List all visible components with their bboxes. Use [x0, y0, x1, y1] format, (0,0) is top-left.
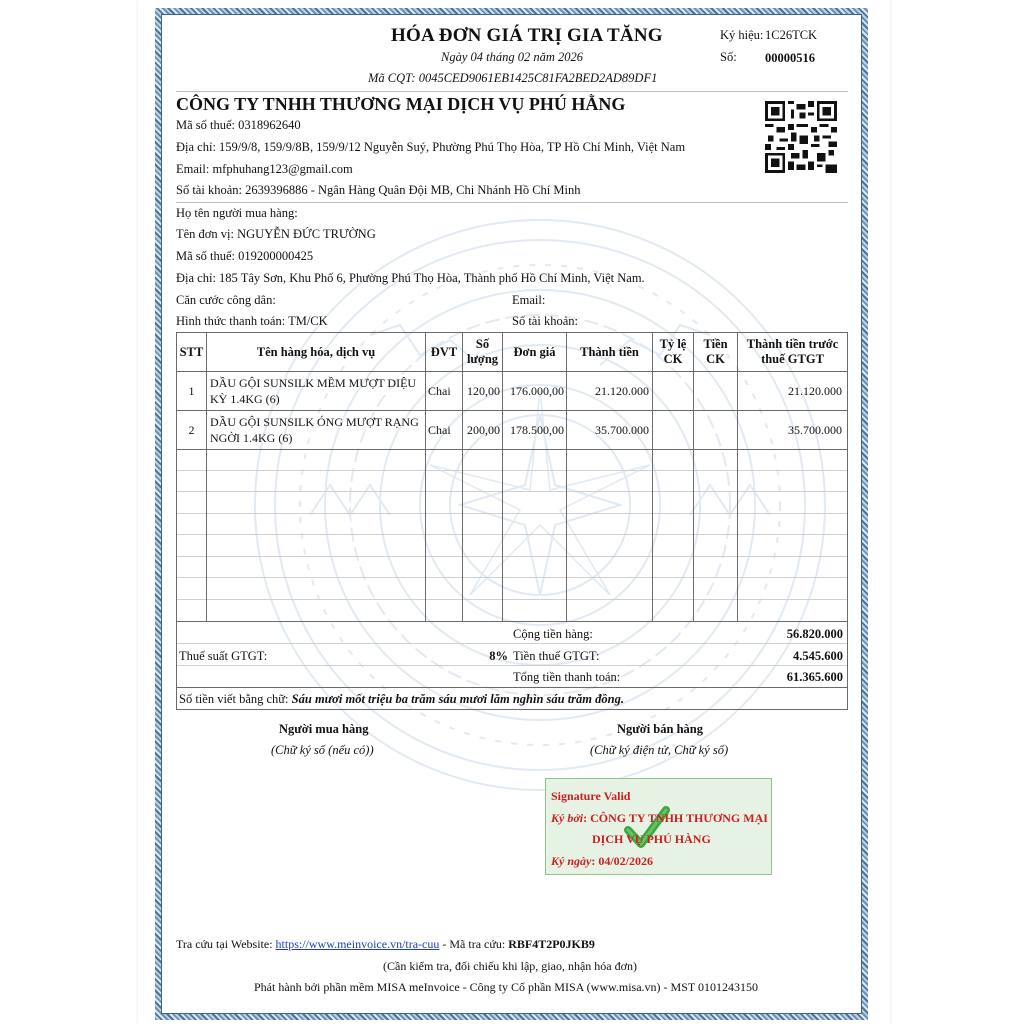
lookup-code-label: - Mã tra cứu:	[439, 937, 509, 951]
header-item-name: Tên hàng hóa, dịch vụ	[256, 344, 376, 359]
buyer-id-card: Căn cước công dân:	[176, 293, 276, 307]
table-row-line	[177, 556, 847, 557]
col-sep	[737, 332, 738, 621]
invoice-title: HÓA ĐƠN GIÁ TRỊ GIA TĂNG	[391, 25, 663, 46]
buyer-signature-title: Người mua hàng	[279, 722, 369, 736]
row-item-name	[210, 375, 424, 407]
row-amount: 21.120.000	[595, 384, 649, 398]
header-quantity	[463, 333, 502, 371]
table-border	[176, 410, 848, 411]
symbol-value: 1C26TCK	[765, 28, 818, 42]
amount-in-words-label: Số tiền viết bằng chữ:	[179, 692, 289, 706]
lookup-url-link[interactable]: https://www.meinvoice.vn/tra-cuu	[275, 937, 440, 951]
row-amount: 35.700.000	[595, 423, 649, 437]
row-item-name-line1: DẦU GỘI SUNSILK MỀM MƯỢT DIỆU	[210, 376, 417, 390]
header-discount-amount-line1: Tiền	[703, 337, 728, 351]
table-border	[176, 621, 848, 622]
lookup-prefix: Tra cứu tại Website:	[176, 937, 276, 951]
buyer-unit-name: Tên đơn vị: NGUYỄN ĐỨC TRƯỜNG	[176, 227, 376, 241]
seller-tax-code: Mã số thuế: 0318962640	[176, 118, 301, 132]
table-row-line	[177, 665, 847, 666]
subtotal-value: 56.820.000	[786, 627, 843, 641]
table-row-line	[177, 470, 847, 471]
grand-total-value: 61.365.600	[786, 670, 843, 684]
header-amount: Thành tiền	[580, 344, 639, 359]
col-sep	[425, 332, 426, 621]
vat-rate-label: Thuế suất GTGT:	[179, 649, 268, 663]
header-pretax-line2: thuế GTGT	[761, 352, 824, 366]
signed-by: Ký bởi: CÔNG TY TNHH THƯƠNG MẠI	[551, 811, 768, 825]
header-discount-rate-line1: Tỷ lệ	[659, 337, 687, 351]
header-unit: ĐVT	[430, 344, 458, 359]
seller-email: Email: mfphuhang123@gmail.com	[176, 162, 353, 176]
signature-status: Signature Valid	[551, 789, 631, 803]
header-pretax-amount	[738, 333, 847, 371]
buyer-email: Email:	[512, 293, 546, 307]
col-sep	[566, 332, 567, 621]
number-value: 00000516	[765, 51, 815, 65]
subtotal-label: Cộng tiền hàng:	[513, 627, 593, 641]
check-note: (Cần kiểm tra, đối chiếu khi lập, giao, nhận hóa đơn)	[383, 959, 637, 973]
row-unit-price: 178.500,00	[510, 423, 564, 437]
row-quantity: 200,00	[467, 423, 500, 437]
table-row-line	[177, 513, 847, 514]
symbol-label: Ký hiệu:	[720, 28, 764, 42]
cqt-code: Mã CQT: 0045CED9061EB1425C81FA2BED2AD89DF1	[368, 71, 658, 85]
lookup-code: RBF4T2P0JKB9	[508, 937, 595, 951]
row-item-name-line2: KỲ 1.4KG (6)	[210, 392, 280, 406]
buyer-tax-code: Mã số thuế: 019200000425	[176, 249, 314, 263]
seller-address: Địa chỉ: 159/9/8, 159/9/8B, 159/9/12 Nguyễn Suý, Phường Phú Thọ Hòa, TP Hồ Chí Minh, Việt Nam	[176, 140, 686, 154]
payment-method: Hình thức thanh toán: TM/CK	[176, 314, 328, 328]
table-row-line	[177, 577, 847, 578]
buyer-signature-note: (Chữ ký số (nếu có))	[271, 743, 374, 757]
vat-amount-value: 4.545.600	[793, 649, 843, 663]
row-unit: Chai	[428, 384, 451, 398]
table-border	[176, 709, 848, 710]
row-item-name-line1: DẦU GỘI SUNSILK ÓNG MƯỢT RẠNG	[210, 415, 419, 429]
header-discount-rate	[653, 333, 693, 371]
seller-signature-title: Người bán hàng	[617, 722, 703, 736]
table-border	[176, 449, 848, 450]
signed-by-line1: CÔNG TY TNHH THƯƠNG MẠI	[590, 811, 768, 825]
table-row-line	[177, 643, 847, 644]
signed-date-value: 04/02/2026	[598, 854, 654, 868]
buyer-address: Địa chỉ: 185 Tây Sơn, Khu Phố 6, Phường Phú Thọ Hòa, Thành phố Hồ Chí Minh, Việt Nam.	[176, 271, 645, 285]
digital-signature-stamp[interactable]	[545, 778, 772, 875]
table-row-line	[177, 491, 847, 492]
row-stt: 1	[188, 384, 195, 398]
header-quantity-line2: lượng	[466, 352, 499, 366]
header-pretax-line1: Thành tiền trước	[746, 337, 839, 351]
col-sep	[206, 332, 207, 621]
divider	[176, 202, 848, 203]
col-sep	[652, 332, 653, 621]
seller-bank-account: Số tài khoản: 2639396886 - Ngân Hàng Quân Đội MB, Chi Nhánh Hồ Chí Minh	[176, 183, 581, 197]
header-stt: STT	[179, 344, 204, 359]
seller-name: CÔNG TY TNHH THƯƠNG MẠI DỊCH VỤ PHÚ HẰNG	[176, 94, 626, 114]
grand-total-label: Tổng tiền thanh toán:	[513, 670, 621, 684]
row-pretax-amount: 35.700.000	[788, 423, 842, 437]
table-border	[176, 687, 848, 688]
qr-code-icon[interactable]	[765, 101, 837, 173]
amount-in-words-value: Sáu mươi mốt triệu ba trăm sáu mươi lăm nghìn sáu trăm đồng.	[291, 692, 624, 706]
row-pretax-amount: 21.120.000	[788, 384, 842, 398]
row-item-name-line2: NGỜI 1.4KG (6)	[210, 431, 293, 445]
table-border	[176, 371, 848, 372]
amount-in-words	[179, 692, 624, 707]
header-discount-amount-line2: CK	[706, 352, 725, 366]
lookup-line	[176, 937, 595, 952]
table-row-line	[177, 534, 847, 535]
invoice-date: Ngày 04 tháng 02 năm 2026	[441, 50, 584, 64]
buyer-name: Họ tên người mua hàng:	[176, 206, 298, 220]
header-quantity-line1: Số	[475, 337, 490, 351]
seller-signature-note: (Chữ ký điện tử, Chữ ký số)	[590, 743, 729, 757]
table-row-line	[177, 599, 847, 600]
header-discount-rate-line2: CK	[663, 352, 683, 366]
col-sep	[502, 332, 503, 621]
row-stt: 2	[188, 423, 195, 437]
issuer-line: Phát hành bởi phần mềm MISA meInvoice - Công ty Cổ phần MISA (www.misa.vn) - MST 0101243150	[254, 980, 758, 994]
col-sep	[693, 332, 694, 621]
header-discount-amount	[694, 333, 737, 371]
signed-by-line2: DỊCH VỤ PHÚ HÀNG	[592, 832, 711, 846]
divider	[176, 91, 848, 92]
table-border	[847, 332, 848, 710]
signed-date-label: Ký ngày	[551, 854, 592, 868]
row-quantity: 120,00	[467, 384, 500, 398]
signed-by-label: Ký bởi	[551, 811, 584, 825]
col-sep	[462, 332, 463, 621]
vat-amount-label: Tiền thuế GTGT:	[513, 649, 600, 663]
signed-date: Ký ngày: 04/02/2026	[551, 854, 654, 868]
row-item-name	[210, 414, 424, 446]
buyer-account: Số tài khoản:	[512, 314, 578, 328]
row-unit: Chai	[428, 423, 451, 437]
vat-rate-value: 8%	[489, 649, 508, 663]
number-label: Số:	[720, 50, 737, 64]
header-unit-price: Đơn giá	[513, 344, 556, 359]
row-unit-price: 176.000,00	[510, 384, 564, 398]
